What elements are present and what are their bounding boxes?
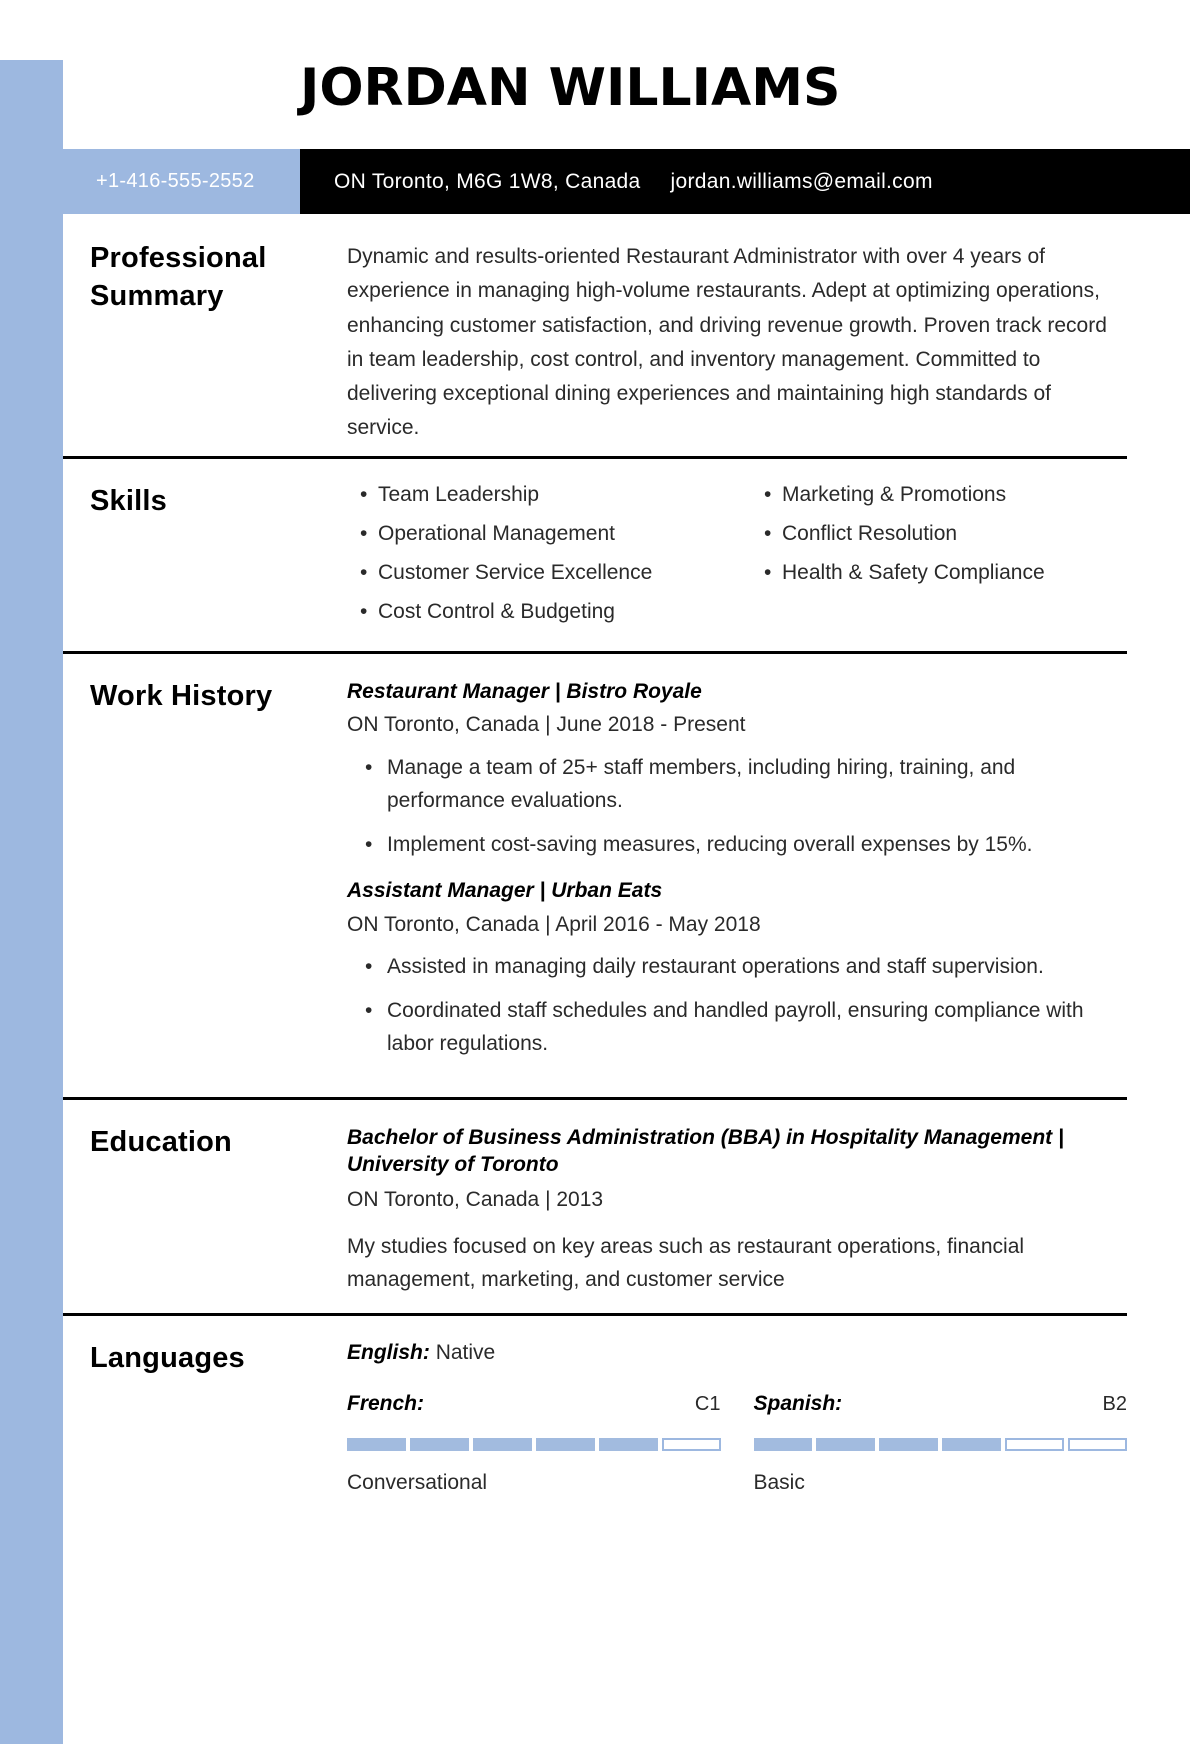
job-entry [347, 877, 1127, 1060]
language-header [754, 1387, 1128, 1421]
phone-cell [63, 149, 300, 214]
job-bullet: • Manage a team of 25+ staff members, including hiring, training, and performance evaluations. [347, 751, 1127, 818]
professional-summary-section [63, 214, 1127, 455]
job-bullet: • Assisted in managing daily restaurant operations and staff supervision. [347, 950, 1127, 984]
language-bar-segment [599, 1438, 658, 1451]
language-block-spanish [754, 1387, 1128, 1495]
contact-bar [63, 149, 1190, 214]
language-name: Spanish: [753, 1392, 843, 1416]
education-section [63, 1097, 1127, 1313]
education-body [347, 1124, 1127, 1297]
job-bullet: • Implement cost-saving measures, reducing overall expenses by 15%. [347, 828, 1127, 862]
language-bar-segment [347, 1438, 406, 1451]
language-bar-segment [410, 1438, 469, 1451]
phone-number: +1-416-555-2552 [96, 170, 255, 193]
skills-section [63, 456, 1127, 652]
resume-sections [63, 214, 1127, 1535]
language-proficiency-bar [347, 1438, 721, 1451]
language-bar-segment [816, 1438, 875, 1451]
skill-item: • Operational Management [347, 522, 751, 546]
language-header [347, 1387, 721, 1421]
language-bar-segment [662, 1438, 721, 1451]
language-level-badge: B2 [1102, 1393, 1127, 1416]
language-sublabel: Basic [753, 1470, 805, 1494]
language-sublabel: Conversational [347, 1470, 488, 1494]
job-title: Assistant Manager | Urban Eats [347, 879, 663, 903]
language-bar-segment [536, 1438, 595, 1451]
language-bar-segment [1068, 1438, 1127, 1451]
skill-item: • Health & Safety Compliance [751, 561, 1127, 585]
language-bar-segment [879, 1438, 938, 1451]
language-english-row [347, 1340, 1127, 1365]
professional-summary-body [347, 240, 1127, 445]
skills-column-2 [751, 483, 1127, 640]
contact-info-cell [300, 149, 1190, 214]
language-name: English: [347, 1340, 430, 1364]
education-meta: ON Toronto, Canada | 2013 [347, 1188, 604, 1212]
work-history-body [347, 678, 1127, 1071]
job-bullet-list [347, 950, 1127, 1061]
education-description: My studies focused on key areas such as restaurant operations, financial management, marketing, and customer service [347, 1234, 1025, 1292]
skills-body [347, 483, 1127, 640]
job-entry [347, 678, 1127, 861]
skill-item: • Team Leadership [347, 483, 751, 507]
language-name: French: [347, 1392, 425, 1416]
job-title: Restaurant Manager | Bistro Royale [347, 680, 702, 704]
section-heading-education: Education [90, 1125, 232, 1158]
language-proficiency-bar [754, 1438, 1128, 1451]
language-bar-segment [942, 1438, 1001, 1451]
section-heading-languages: Languages [90, 1341, 245, 1374]
job-meta: ON Toronto, Canada | April 2016 - May 2018 [347, 912, 761, 936]
languages-body [347, 1340, 1127, 1495]
language-proficiency-text: Native [435, 1340, 496, 1364]
language-bar-segment [754, 1438, 813, 1451]
email-text: jordan.williams@email.com [670, 169, 933, 193]
summary-paragraph: Dynamic and results-oriented Restaurant Administrator with over 4 years of experience in managing high-volume restaurants. Adept at optimizing operations, enhancing customer satisfaction, and driving revenue growth. Proven track record in team leadership, cost control, and inventory management. Committed to delivering exceptional dining experiences and maintaining high standards of service. [347, 245, 1107, 440]
work-history-section [63, 651, 1127, 1097]
resume-page [63, 60, 1190, 1535]
skill-item: • Conflict Resolution [751, 522, 1127, 546]
skill-item: • Customer Service Excellence [347, 561, 751, 585]
section-heading-skills: Skills [90, 484, 167, 517]
language-grid [347, 1387, 1127, 1495]
language-level-badge: C1 [694, 1393, 721, 1416]
language-block-french [347, 1387, 721, 1495]
skills-column-1 [347, 483, 751, 640]
degree-title: Bachelor of Business Administration (BBA) in Hospitality Management | University of Toronto [347, 1125, 1064, 1177]
job-meta: ON Toronto, Canada | June 2018 - Present [347, 713, 746, 737]
skill-item: • Cost Control & Budgeting [347, 600, 751, 624]
language-bar-segment [1005, 1438, 1064, 1451]
section-heading-work-history: Work History [90, 680, 273, 713]
job-bullet-list [347, 751, 1127, 862]
language-bar-segment [473, 1438, 532, 1451]
left-accent-stripe [0, 60, 63, 1744]
job-bullet: • Coordinated staff schedules and handled payroll, ensuring compliance with labor regulations. [347, 994, 1127, 1061]
languages-section [63, 1313, 1127, 1535]
address-text: ON Toronto, M6G 1W8, Canada [334, 169, 641, 193]
resume-name: JORDAN WILLIAMS [300, 58, 841, 118]
skill-item: • Marketing & Promotions [751, 483, 1127, 507]
section-heading-professional-summary: Professional Summary [90, 242, 267, 312]
